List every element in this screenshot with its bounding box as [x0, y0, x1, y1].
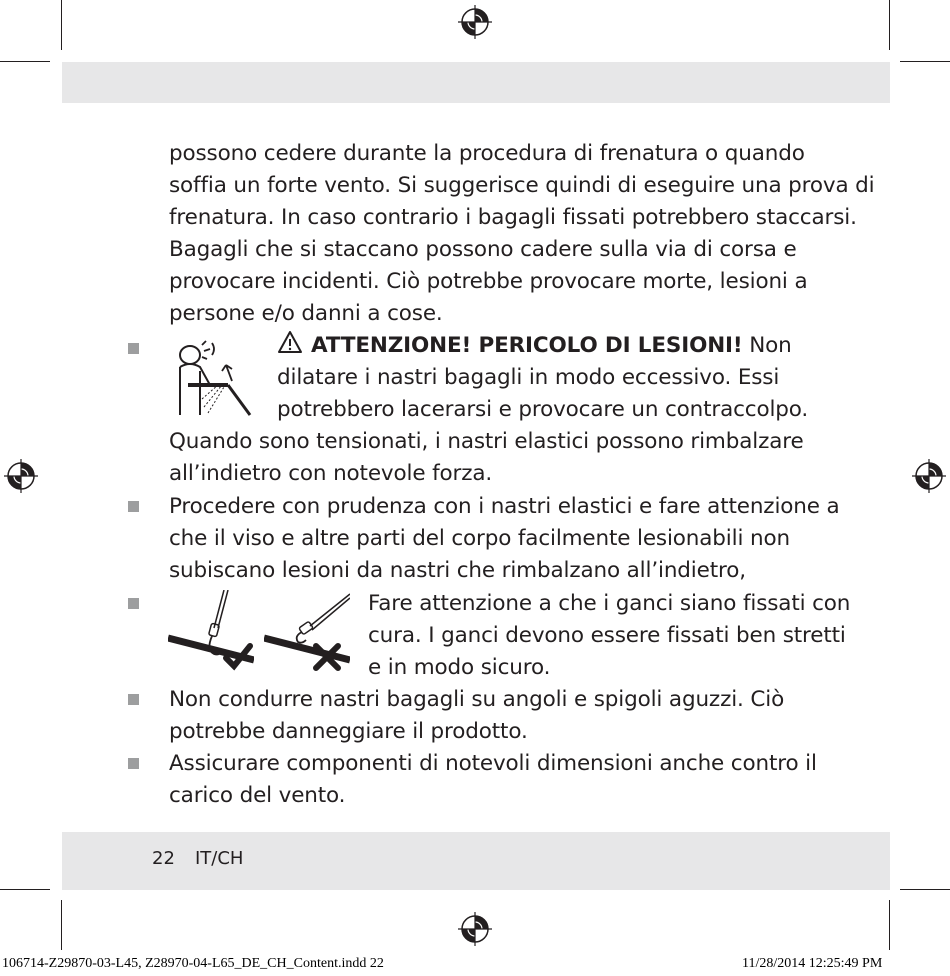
registration-mark-icon [458, 5, 492, 39]
language-code: IT/CH [195, 848, 244, 869]
page-number: 22 [152, 848, 175, 869]
hook-incorrect-illustration [264, 590, 350, 676]
body-line: persone e/o danni a cose. [169, 301, 443, 326]
square-bullet-icon [128, 343, 139, 354]
bullet-line: che il viso e altre parti del corpo facilmente lesionabili non [169, 526, 790, 551]
crop-mark [900, 61, 950, 62]
square-bullet-icon [128, 694, 139, 705]
registration-mark-icon [912, 459, 946, 493]
warning-line [311, 330, 792, 362]
registration-mark-icon [4, 459, 38, 493]
crop-mark [0, 61, 50, 62]
bullet-line: potrebbe danneggiare il prodotto. [169, 719, 528, 744]
square-bullet-icon [128, 758, 139, 769]
bullet-line: Non condurre nastri bagagli su angoli e spigoli aguzzi. Ciò [169, 687, 785, 712]
crop-mark [889, 0, 890, 50]
body-line: possono cedere durante la procedura di frenatura o quando [169, 141, 805, 166]
body-line: Bagagli che si staccano possono cadere sulla via di corsa e [169, 237, 797, 262]
warning-line: potrebbero lacerarsi e provocare un contraccolpo. [277, 397, 809, 422]
strap-stretch-illustration [168, 335, 254, 421]
warning-line: all’indietro con notevole forza. [169, 461, 493, 486]
bullet-line: Assicurare componenti di notevoli dimensioni anche contro il [169, 751, 817, 776]
square-bullet-icon [128, 501, 139, 512]
crop-mark [889, 900, 890, 950]
slug-datetime: 11/28/2014 12:25:49 PM [742, 956, 883, 971]
warning-triangle-icon [277, 330, 303, 354]
bullet-line: e in modo sicuro. [368, 655, 551, 680]
crop-mark [900, 889, 950, 890]
warning-line: Quando sono tensionati, i nastri elastici possono rimbalzare [169, 429, 804, 454]
bullet-line: carico del vento. [169, 783, 346, 808]
crop-mark [61, 900, 62, 950]
body-line: soffia un forte vento. Si suggerisce quindi di eseguire una prova di [169, 173, 875, 198]
warning-tail: Non [742, 333, 792, 358]
bullet-line: Procedere con prudenza con i nastri elastici e fare attenzione a [169, 494, 840, 519]
bullet-line: cura. I ganci devono essere fissati ben stretti [368, 623, 846, 648]
hook-correct-illustration [168, 590, 254, 676]
crop-mark [61, 0, 62, 50]
footer-band [62, 832, 890, 890]
body-line: frenatura. In caso contrario i bagagli fissati potrebbero staccarsi. [169, 205, 857, 230]
bullet-line: subiscano lesioni da nastri che rimbalzano all’indietro, [169, 558, 746, 583]
header-band [62, 62, 890, 103]
slug-filename: 106714-Z29870-03-L45, Z28970-04-L65_DE_CH_Content.indd 22 [2, 956, 384, 971]
registration-mark-icon [458, 912, 492, 946]
crop-mark [0, 889, 50, 890]
body-line: provocare incidenti. Ciò potrebbe provocare morte, lesioni a [169, 269, 808, 294]
warning-title: ATTENZIONE! PERICOLO DI LESIONI! [311, 333, 743, 358]
warning-line: dilatare i nastri bagagli in modo eccessivo. Essi [277, 365, 780, 390]
square-bullet-icon [128, 598, 139, 609]
bullet-line: Fare attenzione a che i ganci siano fissati con [368, 591, 851, 616]
